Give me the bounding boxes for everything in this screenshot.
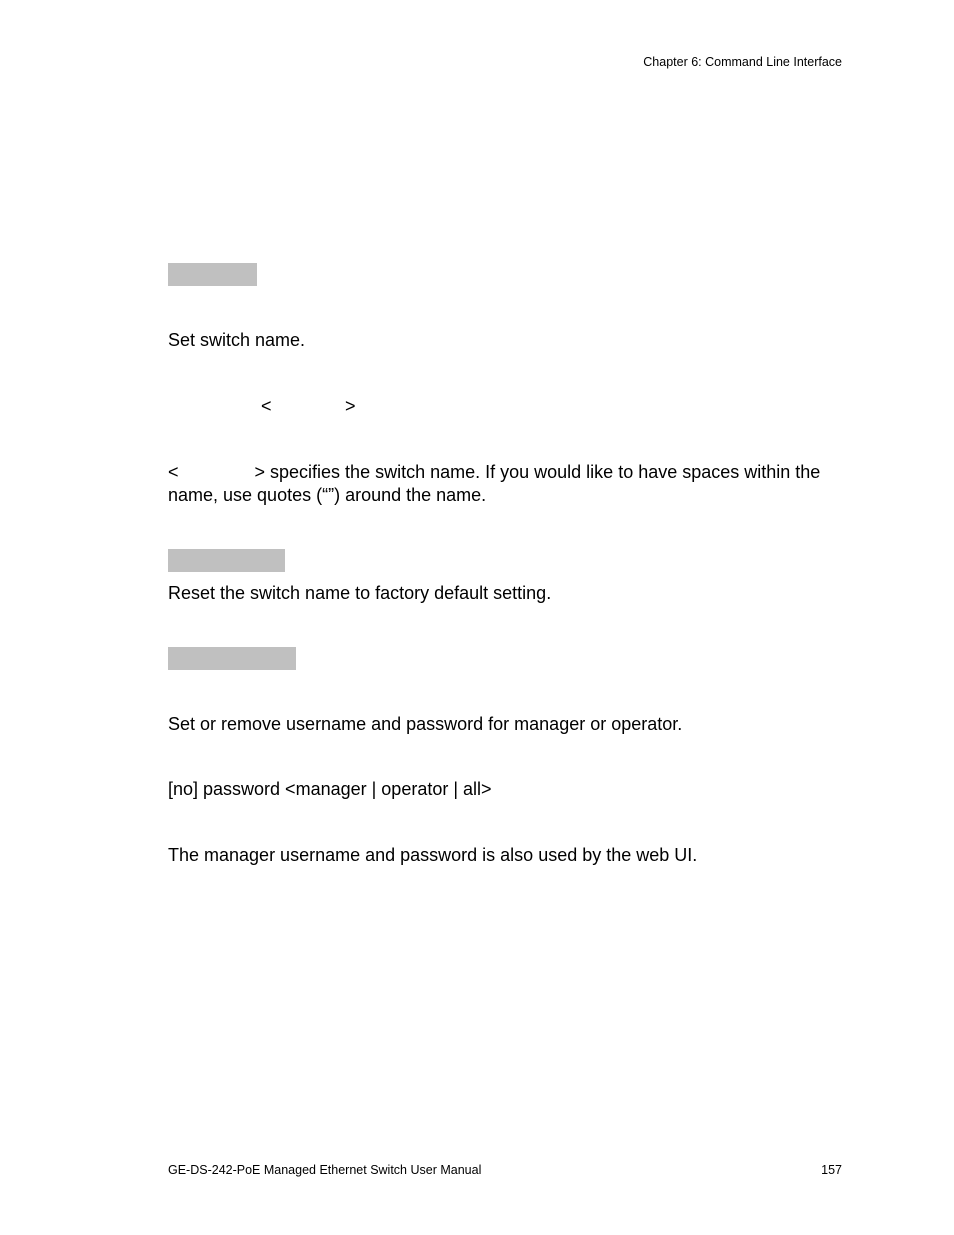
hostname-syntax-close: > [345,396,356,416]
command-heading-no-hostname [168,549,285,572]
page-number: 157 [821,1163,842,1177]
manual-title: GE-DS-242-PoE Managed Ethernet Switch User Manual [168,1163,482,1177]
hostname-param-open: < [168,462,179,482]
command-heading-hostname [168,263,257,286]
hostname-parameter-description [168,461,858,507]
password-note: The manager username and password is also used by the web UI. [168,845,698,865]
password-syntax: [no] password <manager | operator | all> [168,779,492,799]
command-heading-password [168,647,296,670]
hostname-syntax-open: < [261,396,272,416]
hostname-description: Set switch name. [168,330,306,350]
no-hostname-description: Reset the switch name to factory default setting. [168,583,552,603]
password-description: Set or remove username and password for manager or operator. [168,714,683,734]
chapter-header: Chapter 6: Command Line Interface [643,55,842,69]
hostname-param-text: > specifies the switch name. If you would like to have spaces within the name, use quotes (“”) around the name. [168,462,821,505]
